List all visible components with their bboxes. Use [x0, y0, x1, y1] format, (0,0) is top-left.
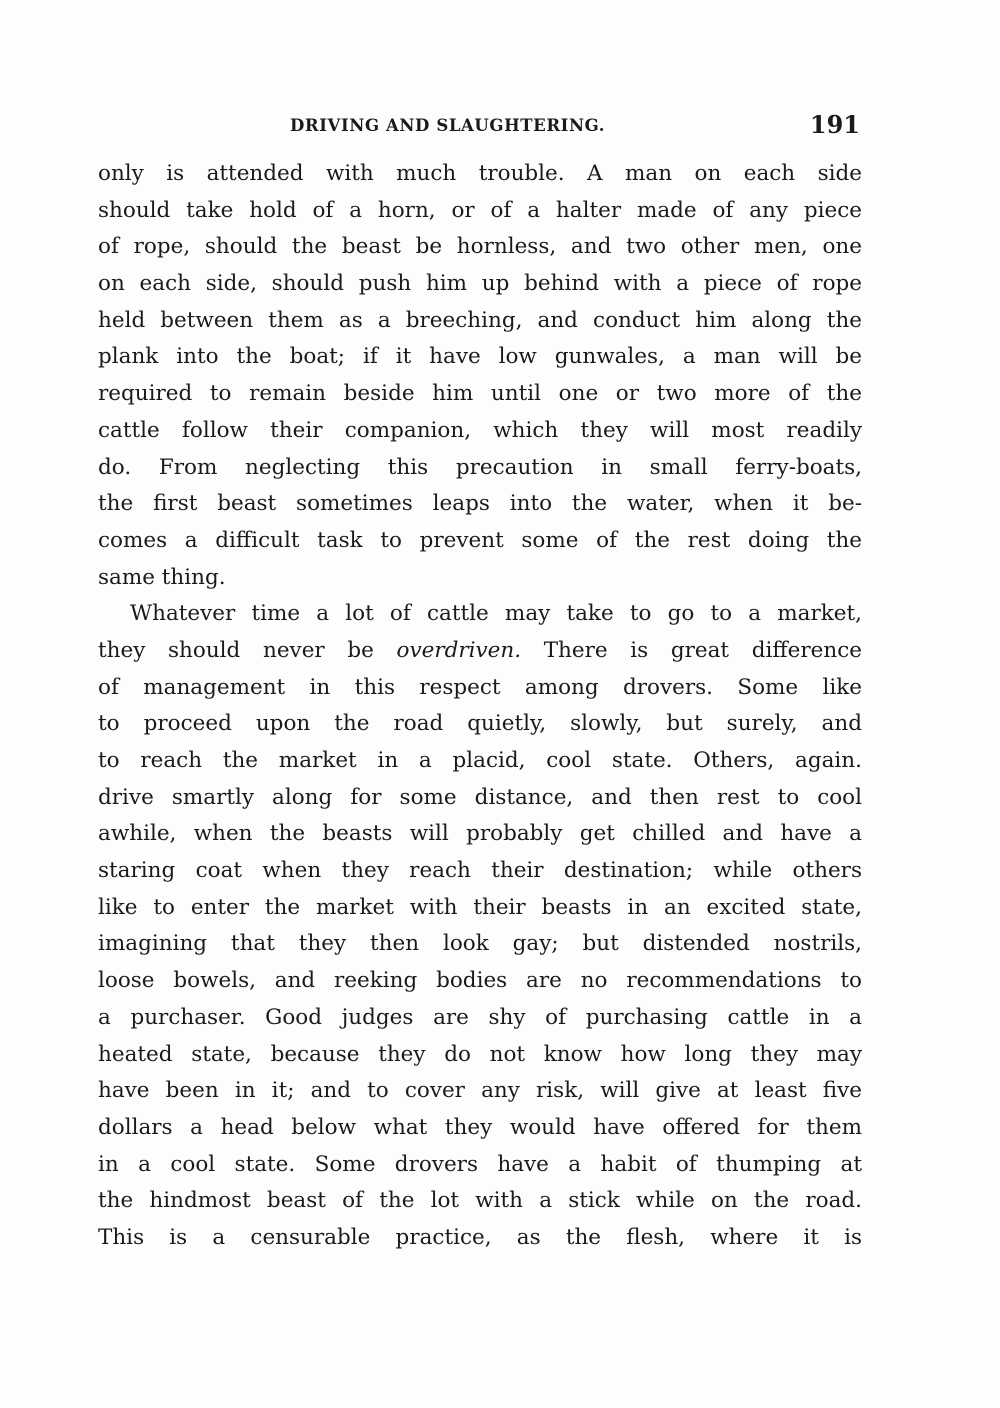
text-line: [98, 743, 862, 780]
text-segment: cattle follow their companion, which they will most readily: [98, 417, 862, 443]
text-segment: in a cool state. Some drovers have a habit of thumping at: [98, 1151, 862, 1177]
text-segment: This is a censurable practice, as the flesh, where it is: [98, 1224, 862, 1250]
text-line: [98, 670, 862, 707]
text-line: [98, 1183, 862, 1220]
text-segment: have been in it; and to cover any risk, will give at least five: [98, 1078, 862, 1104]
italic-text: overdriven.: [396, 637, 522, 663]
text-line: [98, 1147, 862, 1184]
text-line: [98, 780, 862, 817]
text-segment: they should never be: [98, 637, 397, 663]
text-line: [98, 853, 862, 890]
text-line: [98, 633, 862, 670]
text-line: [98, 450, 862, 487]
text-line: [98, 1220, 862, 1257]
page-header: [98, 110, 862, 140]
text-segment: Whatever time a lot of cattle may take to go to a market,: [130, 601, 862, 627]
page-number: 191: [809, 110, 860, 139]
text-segment: should take hold of a horn, or of a halter made of any piece: [98, 197, 862, 223]
text-line: [98, 1000, 862, 1037]
text-segment: There is great difference: [521, 637, 862, 663]
text-segment: staring coat when they reach their destination; while others: [98, 858, 862, 884]
text-segment: only is attended with much trouble. A man on each side: [98, 161, 862, 186]
text-line: [98, 560, 862, 597]
text-line: [98, 376, 862, 413]
text-line: [98, 706, 862, 743]
text-segment: loose bowels, and reeking bodies are no recommendations to: [98, 968, 862, 994]
text-segment: of management in this respect among drovers. Some like: [98, 674, 862, 700]
text-line: [98, 1037, 862, 1074]
text-line: [98, 926, 862, 963]
body-text: [98, 156, 862, 1257]
text-segment: to proceed upon the road quietly, slowly, but surely, and: [98, 711, 862, 737]
text-line: [98, 266, 862, 303]
text-segment: to reach the market in a placid, cool state. Others, again.: [98, 748, 862, 773]
running-title: DRIVING AND SLAUGHTERING.: [290, 116, 606, 135]
text-line: [98, 413, 862, 450]
text-segment: of rope, should the beast be hornless, and two other men, one: [98, 234, 862, 260]
text-segment: comes a difficult task to prevent some of the rest doing the: [98, 527, 862, 553]
text-segment: plank into the boat; if it have low gunwales, a man will be: [98, 344, 862, 370]
text-line: [98, 486, 862, 523]
text-segment: the first beast sometimes leaps into the water, when it be-: [98, 491, 862, 517]
paragraph: [98, 156, 862, 596]
text-segment: held between them as a breeching, and conduct him along the: [98, 307, 862, 333]
text-segment: a purchaser. Good judges are shy of purchasing cattle in a: [98, 1004, 862, 1030]
text-line: [98, 523, 862, 560]
paragraph: [98, 596, 862, 1256]
text-segment: heated state, because they do not know how long they may: [98, 1041, 862, 1067]
text-segment: the hindmost beast of the lot with a stick while on the road.: [98, 1188, 862, 1214]
text-line: [98, 193, 862, 230]
text-segment: imagining that they then look gay; but distended nostrils,: [98, 931, 862, 957]
text-line: [98, 1073, 862, 1110]
text-line: [98, 596, 862, 633]
text-line: [98, 816, 862, 853]
text-line: [98, 303, 862, 340]
text-segment: same thing.: [98, 564, 226, 590]
text-segment: on each side, should push him up behind with a piece of rope: [98, 271, 862, 297]
text-segment: required to remain beside him until one or two more of the: [98, 381, 862, 407]
text-line: [98, 1110, 862, 1147]
text-segment: like to enter the market with their beasts in an excited state,: [98, 894, 862, 920]
text-line: [98, 156, 862, 193]
text-line: [98, 890, 862, 927]
text-segment: awhile, when the beasts will probably get chilled and have a: [98, 821, 862, 847]
text-segment: dollars a head below what they would have offered for them: [98, 1114, 862, 1140]
text-segment: do. From neglecting this precaution in small ferry-boats,: [98, 454, 862, 480]
text-line: [98, 963, 862, 1000]
text-line: [98, 339, 862, 376]
text-line: [98, 229, 862, 266]
text-segment: drive smartly along for some distance, and then rest to cool: [98, 784, 862, 810]
